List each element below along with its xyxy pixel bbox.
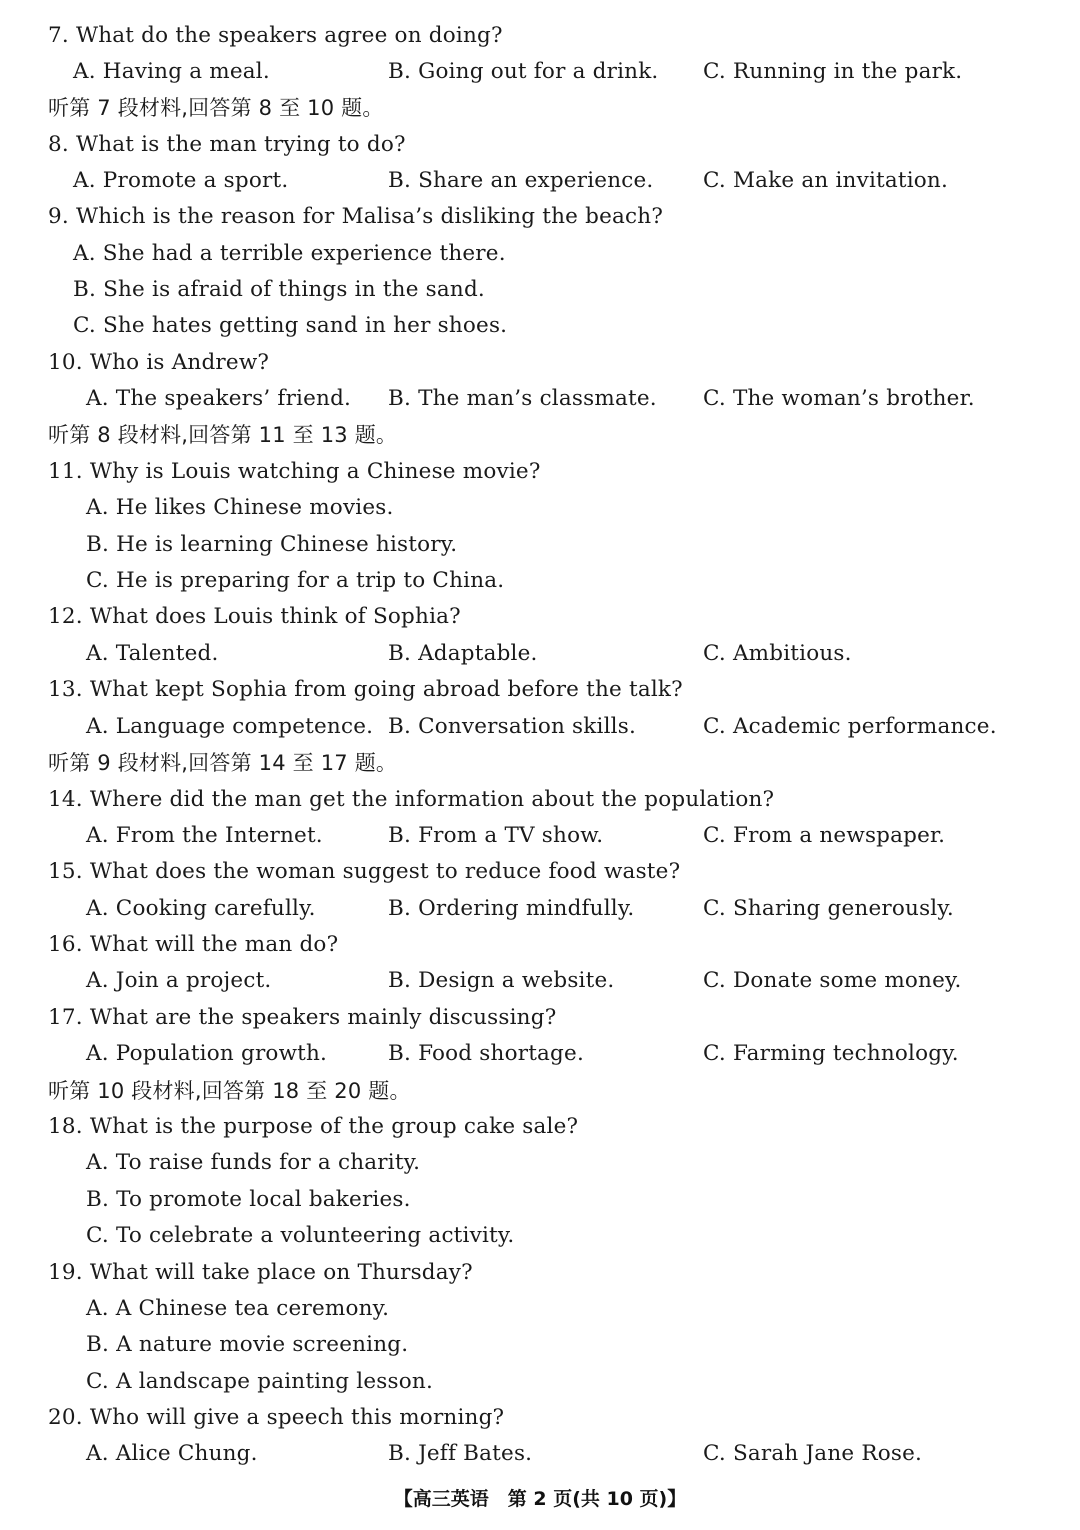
question-10-options [0,381,1080,417]
question-18-stem: 18. What is the purpose of the group cake sale? [48,1114,579,1139]
question-13-options [0,709,1080,745]
question-8-options [0,163,1080,199]
question-12-option-c: C. Ambitious. [703,641,852,666]
question-17-option-a: A. Population growth. [86,1041,328,1066]
question-18-option-c: C. To celebrate a volunteering activity. [86,1223,515,1248]
question-15-stem: 15. What does the woman suggest to reduce food waste? [48,859,681,884]
question-18-option-a: A. To raise funds for a charity. [86,1150,421,1175]
question-16-option-a: A. Join a project. [86,968,272,993]
question-19-option-a: A. A Chinese tea ceremony. [86,1296,390,1321]
question-14-options [0,818,1080,854]
section-heading-9: 听第 9 段材料,回答第 14 至 17 题。 [48,751,398,775]
section-heading-7: 听第 7 段材料,回答第 8 至 10 题。 [48,96,384,120]
question-9-option-b: B. She is afraid of things in the sand. [73,277,485,302]
question-11-option-a: A. He likes Chinese movies. [86,495,394,520]
question-15-option-c: C. Sharing generously. [703,896,954,921]
question-12-options [0,636,1080,672]
question-7-option-a: A. Having a meal. [73,59,270,84]
question-12-option-b: B. Adaptable. [388,641,538,666]
question-12-option-a: A. Talented. [86,641,219,666]
question-16-option-c: C. Donate some money. [703,968,962,993]
question-16-option-b: B. Design a website. [388,968,615,993]
question-10-option-c: C. The woman’s brother. [703,386,975,411]
question-20-stem: 20. Who will give a speech this morning? [48,1405,505,1430]
question-13-option-b: B. Conversation skills. [388,714,637,739]
question-10-stem: 10. Who is Andrew? [48,350,270,375]
question-17-options [0,1036,1080,1072]
question-9-stem: 9. Which is the reason for Malisa’s disliking the beach? [48,204,664,229]
question-15-options [0,891,1080,927]
question-20-options [0,1436,1080,1472]
question-19-option-c: C. A landscape painting lesson. [86,1369,433,1394]
question-20-option-c: C. Sarah Jane Rose. [703,1441,923,1466]
question-19-stem: 19. What will take place on Thursday? [48,1260,473,1285]
question-20-option-a: A. Alice Chung. [86,1441,258,1466]
question-9-option-c: C. She hates getting sand in her shoes. [73,313,508,338]
question-11-option-b: B. He is learning Chinese history. [86,532,458,557]
question-20-option-b: B. Jeff Bates. [388,1441,533,1466]
question-8-option-a: A. Promote a sport. [73,168,289,193]
question-17-option-c: C. Farming technology. [703,1041,959,1066]
question-8-option-c: C. Make an invitation. [703,168,949,193]
question-14-option-a: A. From the Internet. [86,823,323,848]
section-heading-10: 听第 10 段材料,回答第 18 至 20 题。 [48,1079,411,1103]
question-16-stem: 16. What will the man do? [48,932,339,957]
question-14-stem: 14. Where did the man get the information about the population? [48,787,775,812]
question-14-option-c: C. From a newspaper. [703,823,946,848]
question-8-stem: 8. What is the man trying to do? [48,132,406,157]
question-15-option-b: B. Ordering mindfully. [388,896,635,921]
page-footer: 【高三英语 第 2 页(共 10 页)】 [393,1488,687,1510]
question-17-stem: 17. What are the speakers mainly discussing? [48,1005,557,1030]
question-7-options [0,54,1080,90]
question-9-option-a: A. She had a terrible experience there. [73,241,506,266]
question-13-option-c: C. Academic performance. [703,714,997,739]
question-18-option-b: B. To promote local bakeries. [86,1187,411,1212]
question-10-option-a: A. The speakers’ friend. [86,386,352,411]
question-8-option-b: B. Share an experience. [388,168,654,193]
question-11-stem: 11. Why is Louis watching a Chinese movie? [48,459,541,484]
question-16-options [0,963,1080,999]
question-12-stem: 12. What does Louis think of Sophia? [48,604,461,629]
question-14-option-b: B. From a TV show. [388,823,604,848]
question-13-option-a: A. Language competence. [86,714,374,739]
question-17-option-b: B. Food shortage. [388,1041,584,1066]
question-19-option-b: B. A nature movie screening. [86,1332,409,1357]
question-7-option-c: C. Running in the park. [703,59,963,84]
question-15-option-a: A. Cooking carefully. [86,896,316,921]
question-13-stem: 13. What kept Sophia from going abroad before the talk? [48,677,683,702]
question-10-option-b: B. The man’s classmate. [388,386,657,411]
section-heading-8: 听第 8 段材料,回答第 11 至 13 题。 [48,423,398,447]
question-7-stem: 7. What do the speakers agree on doing? [48,23,503,48]
question-11-option-c: C. He is preparing for a trip to China. [86,568,505,593]
question-7-option-b: B. Going out for a drink. [388,59,659,84]
